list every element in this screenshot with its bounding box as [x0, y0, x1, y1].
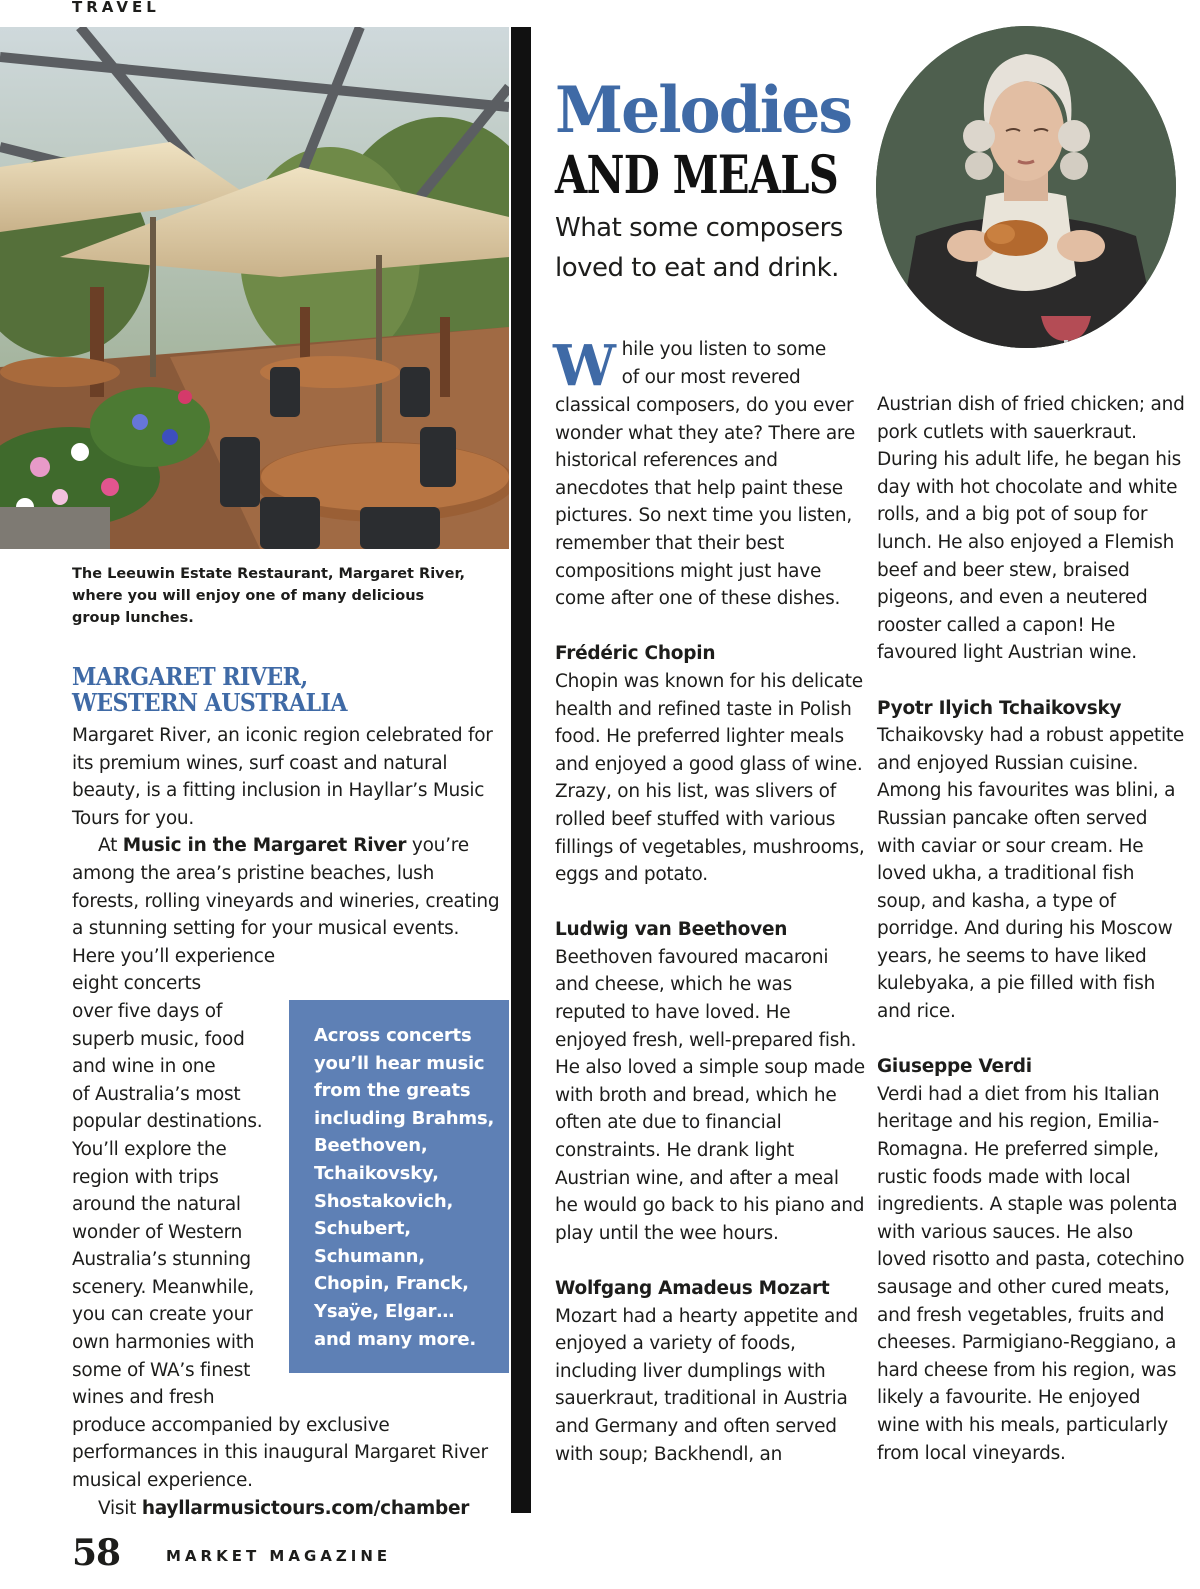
wrapped-text-line: own harmonies with [72, 1332, 255, 1354]
intro-paragraph [553, 333, 865, 613]
wrapped-text-line: and wine in one [72, 1056, 216, 1078]
wrapped-text-line: wines and fresh [72, 1387, 215, 1409]
wrapped-text-line: Australia’s stunning [72, 1249, 251, 1271]
column-divider [511, 27, 531, 1513]
wrapped-text-line: you can create your [72, 1304, 253, 1326]
wrapped-text-line: wonder of Western [72, 1221, 243, 1243]
pull-quote-line: Ysaÿe, Elgar… [314, 1300, 455, 1322]
composer-mozart-text: Mozart had a hearty appetite and enjoyed a variety of foods, including liver dumplings with sauerkraut, traditional in Austria and Germany and often served with soup; Backhendl, an [555, 1305, 859, 1465]
composer-illustration [876, 26, 1176, 348]
pull-quote-line: Across concerts [314, 1025, 472, 1046]
spacer [555, 613, 865, 641]
paragraph-experience [72, 832, 502, 970]
article-title: Melodies [555, 73, 852, 148]
pull-quote-text [314, 1022, 499, 1353]
article-column-right [877, 391, 1187, 1467]
composer-mozart-name: Wolfgang Amadeus Mozart [555, 1278, 830, 1299]
composer-chopin-name: Frédéric Chopin [555, 643, 716, 665]
intro-line-2: of our most revered [621, 366, 801, 388]
wrapped-text-line: region with trips [72, 1166, 219, 1188]
pull-quote-line: you’ll hear music [314, 1052, 485, 1074]
wrapped-text-line: some of WA’s finest [72, 1359, 251, 1381]
pull-quote-box [289, 1000, 509, 1373]
wrapped-text-line: eight concerts [72, 973, 201, 995]
spacer [877, 1026, 1187, 1054]
restaurant-photo [0, 27, 509, 549]
margaret-river-heading [72, 664, 458, 716]
visit-label: Visit [98, 1497, 142, 1519]
pull-quote-line: Beethoven, [314, 1135, 428, 1157]
composer-mozart-text-continued: Austrian dish of fried chicken; and pork cutlets with sauerkraut. During his adult life, he began his day with hot chocolate and white rolls, and a big pot of soup for lunch. He also enjoyed a Flemish beef and beer stew, braised pigeons, and even a neutered rooster called a capon! He favoured light Austrian wine. [877, 394, 1185, 664]
pull-quote-line: Shostakovich, [314, 1190, 454, 1212]
restaurant-illustration [0, 27, 509, 549]
website-link[interactable]: hayllarmusictours.com/chamber [141, 1497, 470, 1519]
composer-beethoven-text: Beethoven favoured macaroni and cheese, which he was reputed to have loved. He enjoyed fresh, well-prepared fish. He also loved a simple soup made with broth and bread, which he often ate due to financial constraints. He drank light Austrian wine, and after a meal he would go back to his piano and play until the wee hours. [555, 946, 865, 1244]
pull-quote-line: including Brahms, [314, 1107, 495, 1129]
wrapped-text-line: superb music, food [72, 1028, 245, 1050]
pull-quote-line: and many more. [314, 1328, 477, 1350]
composer-beethoven-name: Ludwig van Beethoven [555, 919, 788, 941]
event-name: Music in the Margaret River [122, 835, 407, 857]
page-number: 58 [72, 1532, 121, 1574]
composer-chopin-text: Chopin was known for his delicate health and refined taste in Polish food. He preferred lighter meals and enjoyed a good glass of wine. Zrazy, on his list, was slivers of rolled beef stuffed with various fillings of vegetables, mushrooms, eggs and potato. [555, 670, 865, 886]
drop-cap: W [553, 333, 616, 399]
paragraph-intro: Margaret River, an iconic region celebrated for its premium wines, surf coast and natural beauty, is a fitting inclusion in Hayllar’s Music Tours for you. [72, 725, 493, 829]
spacer [555, 1247, 865, 1275]
intro-body: classical composers, do you ever wonder what they ate? There are historical references and anecdotes that help paint these pictures. So next time you listen, remember that their best compositions might just have come after one of these dishes. [555, 395, 856, 610]
composer-verdi-name: Giuseppe Verdi [877, 1056, 1032, 1078]
wrapped-text-line: around the natural [72, 1194, 241, 1216]
heading-line-1: MARGARET RIVER, [72, 662, 308, 691]
wrapped-text-line: scenery. Meanwhile, [72, 1276, 255, 1298]
wrapped-text-line: over five days of [72, 1000, 223, 1022]
article-subtitle: AND MEALS [555, 145, 838, 206]
wrapped-text-line: You’ll explore the [72, 1138, 227, 1160]
magazine-name: MARKET MAGAZINE [166, 1547, 392, 1565]
composer-portrait [876, 26, 1176, 348]
composer-tchaikovsky-name: Pyotr Ilyich Tchaikovsky [877, 697, 1122, 719]
pull-quote-line: from the greats [314, 1080, 471, 1102]
spacer [555, 889, 865, 917]
paragraph-lead: At [98, 835, 123, 857]
spacer [877, 667, 1187, 695]
photo-caption: The Leeuwin Estate Restaurant, Margaret River, where you will enjoy one of many delicious group lunches. [72, 566, 465, 626]
wrapped-text-line: of Australia’s most [72, 1083, 241, 1105]
visit-line [72, 1495, 502, 1523]
section-tag: TRAVEL [72, 0, 160, 16]
pull-quote-line: Tchaikovsky, [314, 1162, 439, 1184]
wrapped-text-line: popular destinations. [72, 1111, 263, 1133]
intro-line-1: hile you listen to some [621, 339, 827, 360]
standfirst: What some composers loved to eat and drink. [555, 213, 843, 283]
paragraph-ending: produce accompanied by exclusive performances in this inaugural Margaret River musical experience. [72, 1414, 488, 1492]
heading-line-2: WESTERN AUSTRALIA [72, 688, 347, 717]
paragraph-body: you’re among the area’s pristine beaches, lush forests, rolling vineyards and wineries, creating a stunning setting for your musical events. Here you’ll experience [72, 835, 500, 967]
composer-tchaikovsky-text: Tchaikovsky had a robust appetite and enjoyed Russian cuisine. Among his favourites was blini, a Russian pancake often served with caviar or sour cream. He loved ukha, a traditional fish soup, and kasha, a type of porridge. And during his Moscow years, he seems to have liked kulebyaka, a pie filled with fish and rice. [877, 725, 1185, 1023]
pull-quote-line: Schubert, [314, 1218, 411, 1240]
article-column-middle [553, 333, 865, 1468]
pull-quote-line: Schumann, [314, 1245, 425, 1267]
pull-quote-line: Chopin, Franck, [314, 1273, 469, 1295]
composer-verdi-text: Verdi had a diet from his Italian heritage and his region, Emilia-Romagna. He preferred simple, rustic foods made with local ingredients. A staple was polenta with various sauces. He also loved risotto and pasta, cotechino sausage and other cured meats, and fresh vegetables, fruits and cheeses. Parmigiano-Reggiano, a hard cheese from his region, was likely a favourite. He enjoyed wine with his meals, particularly from local vineyards. [877, 1083, 1185, 1464]
